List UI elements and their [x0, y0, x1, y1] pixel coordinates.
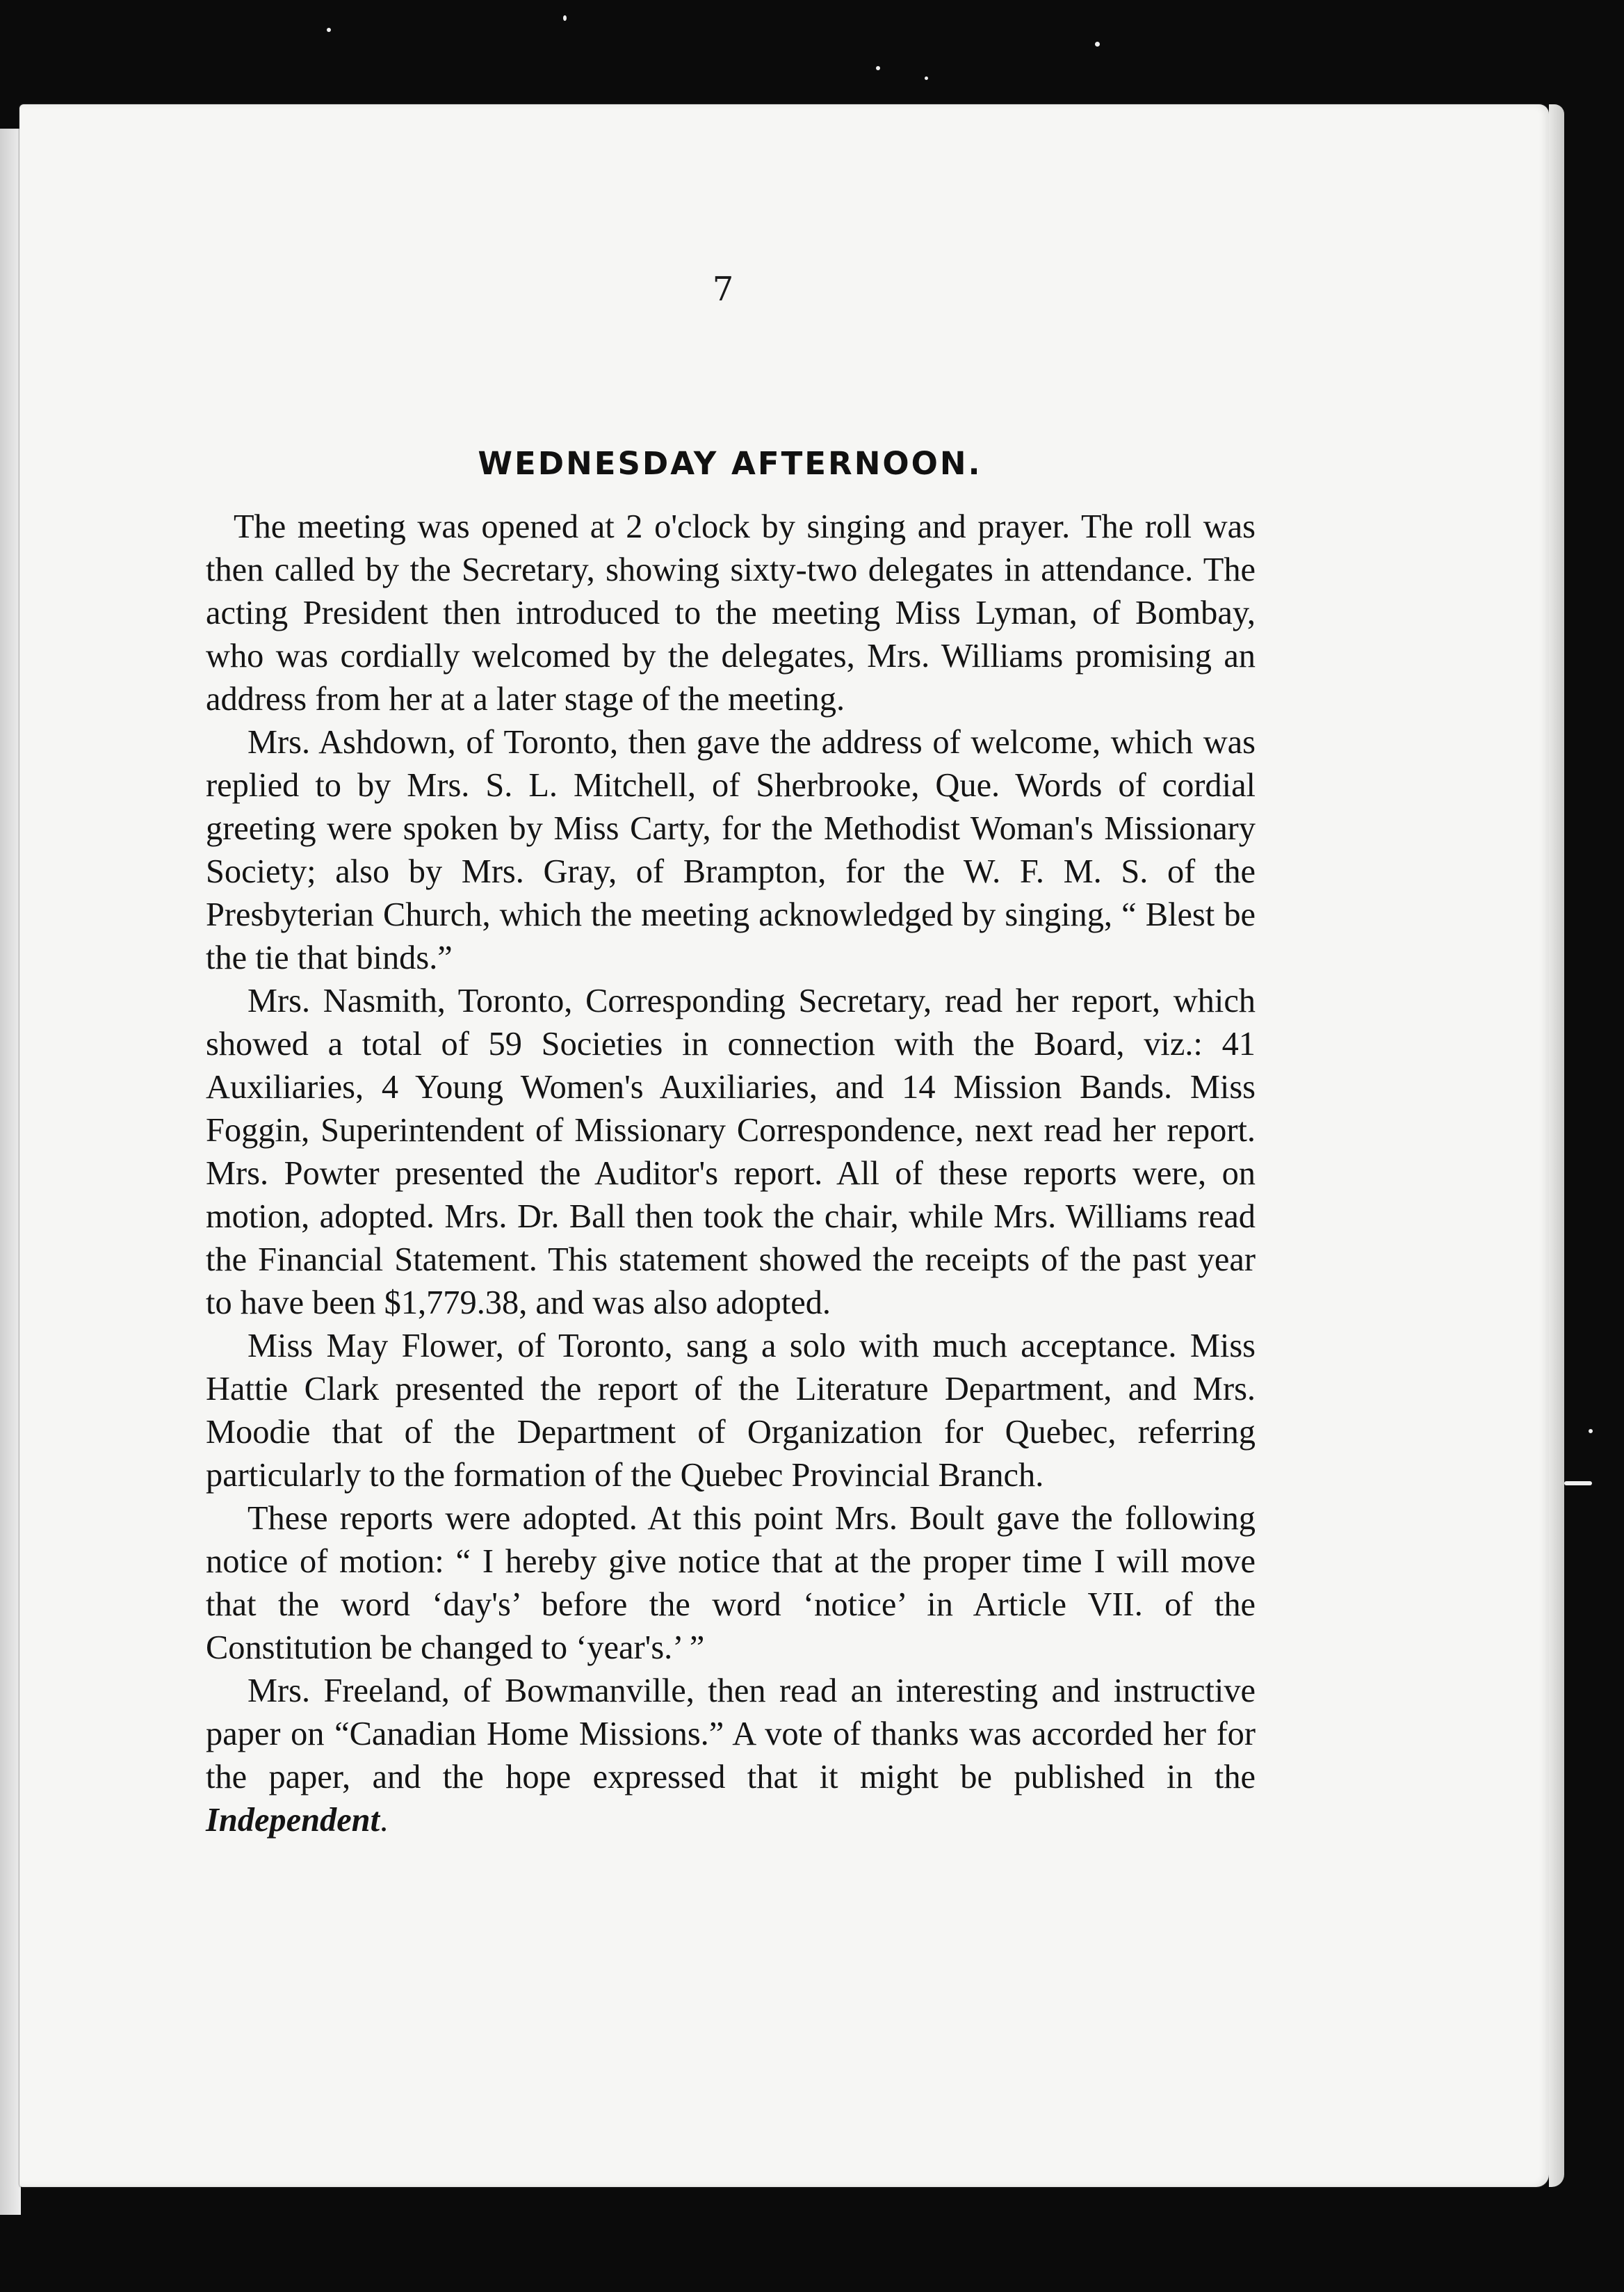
paragraph-last: [206, 1670, 1256, 1842]
paragraph: Mrs. Ashdown, of Toronto, then gave the address of welcome, which was replied to by Mrs. S. L. Mitchell, of Sherbrooke, Que. Words of cordial greeting were spoken by Miss Carty, for the Methodist Woman's Missionary Society; also by Mrs. Gray, of Brampton, for the W. F. M. S. of the Presbyterian Church, which the meeting acknowledged by singing, “ Blest be the tie that binds.”: [206, 724, 1256, 976]
section-heading: WEDNESDAY AFTERNOON.: [478, 445, 982, 482]
dust-speck: [876, 66, 880, 70]
page-number: 7: [712, 270, 734, 309]
publication-title: Independent: [206, 1802, 380, 1839]
paragraph: Miss May Flower, of Toronto, sang a solo with much acceptance. Miss Hattie Clark presented the report of the Literature Department, and Mrs. Moodie that of the Department of Organization for Quebec, referring particularly to the formation of the Quebec Provincial Branch.: [206, 1327, 1256, 1494]
facing-page-edge: [0, 129, 21, 2215]
dust-speck: [925, 76, 928, 80]
paragraph: These reports were adopted. At this point Mrs. Boult gave the following notice of motion: “ I hereby give notice that at the proper time I will move that the word ‘day's’ before the word ‘notice’ in Article VII. of the Constitution be changed to ‘year's.’ ”: [206, 1500, 1256, 1666]
dust-speck: [1589, 1429, 1593, 1433]
paragraph-end: .: [380, 1802, 389, 1839]
paragraph: Mrs. Nasmith, Toronto, Corresponding Secretary, read her report, which showed a total of 59 Societies in connection with the Board, viz.: 41 Auxiliaries, 4 Young Women's Auxiliaries, and 14 Mission Bands. Miss Foggin, Superintendent of Missionary Correspondence, next read her report. Mrs. Powter presented the Auditor's report. All of these reports were, on motion, adopted. Mrs. Dr. Ball then took the chair, while Mrs. Williams read the Financial Statement. This statement showed the receipts of the past year to have been $1,779.38, and was also adopted.: [206, 983, 1256, 1321]
dust-speck: [563, 15, 567, 21]
paragraph-text: Mrs. Freeland, of Bowmanville, then read an interesting and instructive paper on “Canadian Home Missions.” A vote of thanks was accorded her for the paper, and the hope expressed that it might be published in the: [206, 1672, 1256, 1795]
dust-speck: [1564, 1481, 1592, 1485]
dust-speck: [1095, 42, 1100, 47]
body-text: [206, 506, 1256, 1842]
page-edge-shadow: [1549, 104, 1564, 2187]
dust-speck: [327, 28, 331, 32]
paragraph: The meeting was opened at 2 o'clock by singing and prayer. The roll was then called by the Secretary, showing sixty-two delegates in attendance. The acting President then introduced to the meeting Miss Lyman, of Bombay, who was cordially welcomed by the delegates, Mrs. Williams promising an address from her at a later stage of the meeting.: [206, 508, 1256, 718]
